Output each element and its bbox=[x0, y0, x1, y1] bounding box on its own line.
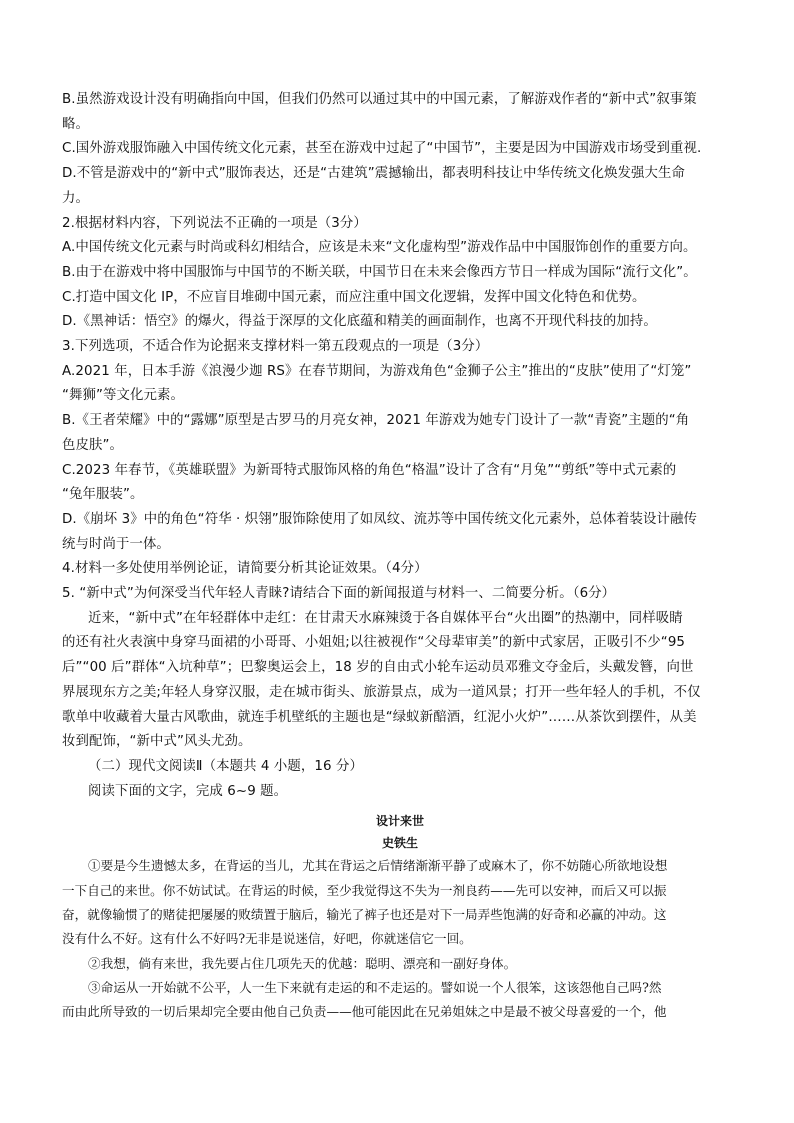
text-line: 力。 bbox=[62, 190, 89, 206]
question-3: 3.下列选项，不适合作为论据来支撑材料一第五段观点的一项是（3分） bbox=[62, 339, 489, 355]
text-line: D.《黑神话：悟空》的爆火，得益于深厚的文化底蕴和精美的画面制作，也离不开现代科技的加持。 bbox=[62, 314, 657, 330]
text-line: A.中国传统文化元素与时尚或科幻相结合，应该是未来“文化虚构型”游戏作品中中国服饰创作的重要方向。 bbox=[62, 240, 697, 256]
text-line: 略。 bbox=[62, 116, 89, 132]
text-line: D.《崩坏 3》中的角色“符华 · 炽翎”服饰除使用了如凤纹、流苏等中国传统文化元素外，总体着装设计融传 bbox=[62, 511, 697, 527]
text-line: 统与时尚于一体。 bbox=[62, 536, 170, 552]
news-line: 界展现东方之美;年轻人身穿汉服，走在城市街头、旅游景点，成为一道风景；打开一些年轻人的手机，不仅 bbox=[62, 684, 701, 700]
question-5: 5. “新中式”为何深受当代年轻人青睐?请结合下面的新闻报道与材料一、二简要分析。（6分） bbox=[62, 586, 616, 602]
text-line: A.2021 年，日本手游《浪漫少迦 RS》在春节期间，为游戏角色“金狮子公主”推出的“皮肤”使用了“灯笼” bbox=[62, 363, 692, 379]
news-line: 妆到配饰，“新中式”风头尤劲。 bbox=[62, 734, 252, 750]
essay-line: ③命运从一开始就不公平，人一生下来就有走运的和不走运的。譬如说一个人很笨，这该怨他自己吗?然 bbox=[88, 979, 662, 995]
text-line: 色皮肤”。 bbox=[62, 437, 123, 453]
news-line: 的还有社火表演中身穿马面裙的小哥哥、小姐姐;以往被视作“父母辈审美”的新中式家居，正吸引不少“95 bbox=[62, 635, 686, 651]
text-line: B.由于在游戏中将中国服饰与中国节的不断关联，中国节日在未来会像西方节日一样成为国际“流行文化”。 bbox=[62, 264, 697, 280]
text-line: C.打造中国文化 IP，不应盲目堆砌中国元素，而应注重中国文化逻辑，发挥中国文化特色和优势。 bbox=[62, 289, 646, 305]
question-4: 4.材料一多处使用举例论证，请简要分析其论证效果。（4分） bbox=[62, 561, 428, 577]
text-line: C.国外游戏服饰融入中国传统文化元素，甚至在游戏中过起了“中国节”，主要是因为中国游戏市场受到重视. bbox=[62, 141, 702, 157]
text-line: “舞狮”等文化元素。 bbox=[62, 388, 184, 404]
essay-line: 没有什么不好。这有什么不好吗?无非是说迷信，好吧，你就迷信它一回。 bbox=[62, 931, 472, 947]
text-line: C.2023 年春节，《英雄联盟》为新哥特式服饰风格的角色“格温”设计了含有“月兔”“剪纸”等中式元素的 bbox=[62, 462, 677, 478]
text-line: B.虽然游戏设计没有明确指向中国，但我们仍然可以通过其中的中国元素，了解游戏作者的“新中式”叙事策 bbox=[62, 92, 697, 107]
essay-line: ②我想，倘有来世，我先要占住几项先天的优越：聪明、漂亮和一副好身体。 bbox=[88, 955, 517, 971]
news-line: 近来，“新中式”在年轻群体中走红：在甘肃天水麻辣烫于各自媒体平台“火出圈”的热潮中，同样吸睛 bbox=[88, 610, 683, 626]
text-line: D.不管是游戏中的“新中式”服饰表达，还是“古建筑”震撼输出，都表明科技让中华传统文化焕发强大生命 bbox=[62, 166, 686, 182]
essay-line: 一下自己的来世。你不妨试试。在背运的时候，至少我觉得这不失为一剂良药——先可以安神，而后又可以振 bbox=[62, 882, 667, 898]
text-line: B.《王者荣耀》中的“露娜”原型是古罗马的月亮女神，2021 年游戏为她专门设计了一款“青瓷”主题的“角 bbox=[62, 413, 690, 429]
essay-author: 史铁生 bbox=[381, 836, 418, 851]
text-line: “兔年服装”。 bbox=[62, 487, 144, 503]
news-line: 后”“00 后”群体“入坑种草”；巴黎奥运会上，18 岁的自由式小轮车运动员邓雅文夺金后，头戴发簪，向世 bbox=[62, 660, 694, 676]
question-2: 2.根据材料内容，下列说法不正确的一项是（3分） bbox=[62, 215, 367, 231]
section-heading: （二）现代文阅读Ⅱ（本题共 4 小题，16 分） bbox=[88, 758, 363, 774]
news-line: 歌单中收藏着大量古风歌曲，就连手机壁纸的主题也是“绿蚁新醅酒，红泥小火炉”……从茶饮到摆件，从美 bbox=[62, 709, 697, 725]
essay-body bbox=[62, 854, 738, 1024]
essay-line: ①要是今生遗憾太多，在背运的当儿，尤其在背运之后情绪渐渐平静了或麻木了，你不妨随心所欲地设想 bbox=[88, 858, 668, 874]
essay-line: 而由此所导致的一切后果却完全要由他自己负责——他可能因此在兄弟姐妹之中是最不被父母喜爱的一个，他 bbox=[62, 1004, 667, 1020]
essay-line: 奋，就像输惯了的赌徒把屡屡的败绩置于脑后，输光了裤子也还是对下一局弄些饱满的好奇和必赢的冲动。这 bbox=[62, 906, 667, 922]
questions-block bbox=[62, 88, 738, 804]
essay-title: 设计来世 bbox=[375, 814, 424, 829]
instruction: 阅读下面的文字，完成 6~9 题。 bbox=[88, 783, 288, 799]
